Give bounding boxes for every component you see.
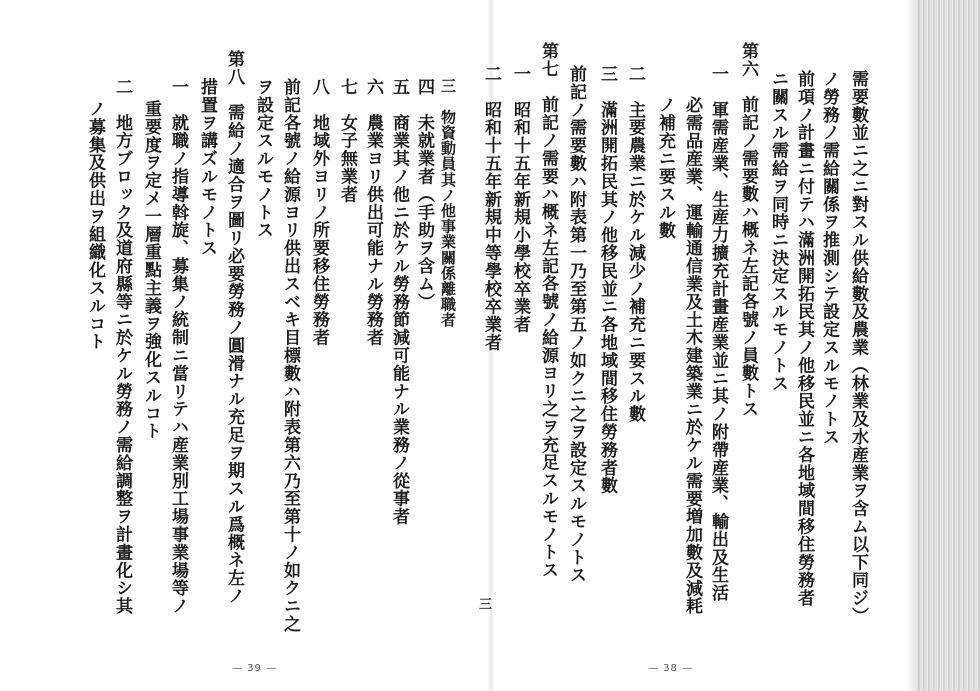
text-column: ノ勞務ノ需給關係ヲ推測シテ設定スルモノトス bbox=[819, 70, 839, 446]
list-item: 三 物資動員其ノ他事業關係離職者 bbox=[439, 78, 457, 328]
scan-edge bbox=[918, 0, 980, 691]
list-item: 二 地方ブロック及道府縣等ニ於ケル勞務ノ需給調整ヲ計畫化シ其 bbox=[112, 78, 132, 615]
list-item: 二 昭和十五年新規中等學校卒業者 bbox=[481, 65, 501, 352]
page-number: — 39 — bbox=[232, 663, 278, 674]
text-column: 前記各號ノ給源ヨリ供出スベキ目標數ハ附表第六乃至第十ノ如クニ之 bbox=[280, 78, 300, 633]
text-column: ノ補充ニ要スル數 bbox=[655, 96, 675, 240]
list-item: 五 商業其ノ他ニ於ケル勞務節減可能ナル業務ノ從事者 bbox=[389, 78, 409, 526]
text-column: ニ關スル需給ヲ同時ニ決定スルモノトス bbox=[768, 70, 788, 393]
text-column: 前項ノ計畫ニ付テハ滿洲開拓民其ノ他移民並ニ各地域間移住勞務者 bbox=[794, 70, 814, 607]
page-bottom-fragment: 三 bbox=[476, 597, 491, 611]
list-item: 三 滿洲開拓民其ノ他移民並ニ各地域間移住勞務者數 bbox=[597, 65, 617, 495]
list-item: 二 主要農業ニ於ケル減少ノ補充ニ要スル數 bbox=[625, 65, 645, 423]
text-column: 重要度ヲ定メ一層重點主義ヲ強化スルコト bbox=[141, 100, 161, 441]
list-item: 七 女子無業者 bbox=[337, 78, 357, 204]
page-number: — 38 — bbox=[648, 663, 694, 674]
list-item: 一 軍需産業、生産力擴充計畫産業並ニ其ノ附帶産業、輸出及生活 bbox=[708, 65, 728, 602]
text-column: 前記ノ需要數ハ附表第一乃至第五ノ如クニ之ヲ設定スルモノトス bbox=[566, 65, 586, 585]
text-column: 必需品産業、運輸通信業及土木建築業ニ於ケル需要増加數及減耗 bbox=[682, 96, 702, 616]
text-column: ノ募集及供出ヲ組織化スルコト bbox=[85, 100, 105, 351]
text-column: ヲ設定スルモノトス bbox=[253, 78, 273, 240]
text-column: 需要數並ニ之ニ對スル供給數及農業（林業及水産業ヲ含ム以下同ジ） bbox=[848, 70, 868, 625]
text-column: 措置ヲ講ズルモノトス bbox=[197, 78, 217, 257]
article-heading: 第六 前記ノ需要數ハ概ネ左記各號ノ員數トス bbox=[738, 42, 758, 418]
article-heading: 第七 前記ノ需要ハ概ネ左記各號ノ給源ヨリ之ヲ充足スルモノトス bbox=[538, 42, 558, 579]
list-item: 一 昭和十五年新規小學校卒業者 bbox=[510, 65, 530, 334]
list-item: 四 未就業者（手助ヲ含ム） bbox=[414, 78, 434, 311]
list-item: 一 就職ノ指導斡旋、募集ノ統制ニ當リテハ産業別工場事業場等ノ bbox=[168, 78, 188, 615]
article-heading: 第八 需給ノ適合ヲ圖リ必要勞務ノ圓滑ナル充足ヲ期スル爲概ネ左ノ bbox=[224, 50, 244, 605]
list-item: 八 地域外ヨリノ所要移住勞務者 bbox=[309, 78, 329, 347]
list-item: 六 農業ヨリ供出可能ナル勞務者 bbox=[363, 78, 383, 347]
